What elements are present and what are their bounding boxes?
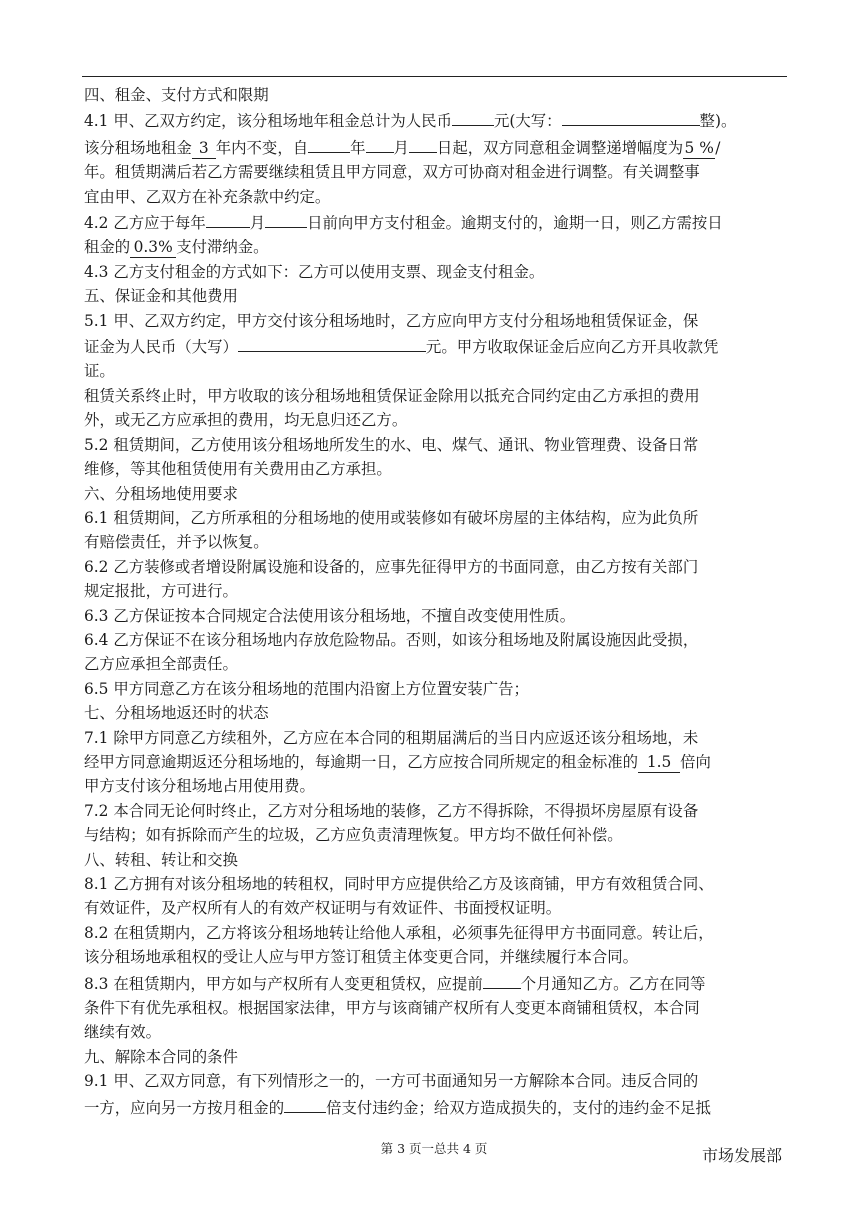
clause-7-2-line-2: 与结构；如有拆除而产生的垃圾，乙方应负责清理恢复。甲方均不做任何补偿。 xyxy=(84,826,623,845)
start-year-blank[interactable] xyxy=(308,134,350,153)
penalty-multiplier-blank[interactable] xyxy=(284,1094,326,1113)
clause-7-1-line-2: 经甲方同意逾期返还分租场地的，每逾期一日，乙方应按合同所规定的租金标准的 1.5 倍向 xyxy=(84,752,711,771)
clause-6-4-line-1: 6.4 乙方保证不在该分租场地内存放危险物品。否则，如该分租场地及附属设施因此受损， xyxy=(84,630,699,649)
rent-amount-blank[interactable] xyxy=(452,107,494,126)
clause-8-3-line-3: 继续有效。 xyxy=(84,1023,161,1042)
deposit-amount-blank[interactable] xyxy=(238,333,426,352)
clause-4-1-line-2: 该分租场地租金 3 年内不变，自 年 月 日起，双方同意租金调整递增幅度为5 %/ xyxy=(84,134,787,160)
notice-months-blank[interactable] xyxy=(483,970,521,989)
clause-6-4-line-2: 乙方应承担全部责任。 xyxy=(84,655,238,674)
clause-5-1-line-5: 外，或无乙方应承担的费用，均无息归还乙方。 xyxy=(84,411,408,430)
clause-4-1-line-3: 年。租赁期满后若乙方需要继续租赁且甲方同意，双方可协商对租金进行调整。有关调整事 xyxy=(84,163,700,182)
header-rule xyxy=(82,76,787,77)
clause-6-2-line-1: 6.2 乙方装修或者增设附属设施和设备的，应事先征得甲方的书面同意，由乙方按有关部门 xyxy=(84,557,699,576)
clause-8-1-line-1: 8.1 乙方拥有对该分租场地的转租权，同时甲方应提供给乙方及该商铺，甲方有效租赁合同、 xyxy=(84,875,714,893)
department-label: 市场发展部 xyxy=(701,1146,782,1165)
clause-4-2-line-1: 4.2 乙方应于每年 月 日前向甲方支付租金。逾期支付的，逾期一日，则乙方需按日 xyxy=(84,209,787,235)
clause-4-3: 4.3 乙方支付租金的方式如下：乙方可以使用支票、现金支付租金。 xyxy=(84,262,545,281)
contract-body xyxy=(84,83,787,1120)
increase-rate[interactable]: 5 % xyxy=(684,138,714,157)
clause-6-2-line-2: 规定报批，方可进行。 xyxy=(84,582,238,601)
clause-5-1-line-4: 租赁关系终止时，甲方收取的该分租场地租赁保证金除用以抵充合同约定由乙方承担的费用 xyxy=(84,386,700,405)
pay-day-blank[interactable] xyxy=(265,209,307,228)
clause-6-1-line-2: 有赔偿责任，并予以恢复。 xyxy=(84,533,269,552)
clause-6-5: 6.5 甲方同意乙方在该分租场地的范围内沿窗上方位置安装广告； xyxy=(84,679,529,698)
section-heading-8: 八、转租、转让和交换 xyxy=(84,850,238,869)
rent-fixed-years[interactable]: 3 xyxy=(192,140,216,159)
section-heading-4: 四、租金、支付方式和限期 xyxy=(84,86,269,104)
clause-5-2-line-2: 维修，等其他租赁使用有关费用由乙方承担。 xyxy=(84,460,392,479)
pay-month-blank[interactable] xyxy=(206,209,250,228)
clause-8-1-line-2: 有效证件，及产权所有人的有效产权证明与有效证件、书面授权证明。 xyxy=(84,899,562,918)
clause-9-1-line-2: 一方，应向另一方按月租金的 倍支付违约金；给双方造成损失的，支付的违约金不足抵 xyxy=(84,1094,787,1120)
clause-6-1-line-1: 6.1 租赁期间，乙方所承租的分租场地的使用或装修如有破坏房屋的主体结构，应为此负所 xyxy=(84,508,699,527)
clause-8-2-line-1: 8.2 在租赁期内，乙方将该分租场地转让给他人承租，必须事先征得甲方书面同意。转让后， xyxy=(84,923,714,942)
section-heading-5: 五、保证金和其他费用 xyxy=(84,287,238,306)
section-heading-9: 九、解除本合同的条件 xyxy=(84,1047,238,1066)
rent-amount-words-blank[interactable] xyxy=(562,107,700,126)
clause-5-1-line-1: 5.1 甲、乙双方约定，甲方交付该分租场地时，乙方应向甲方支付分租场地租赁保证金，保 xyxy=(84,311,699,330)
clause-8-3-line-1: 8.3 在租赁期内，甲方如与产权所有人变更租赁权，应提前 个月通知乙方。乙方在同等 xyxy=(84,970,787,996)
clause-6-3: 6.3 乙方保证按本合同规定合法使用该分租场地，不擅自改变使用性质。 xyxy=(84,606,576,625)
clause-4-1-line-4: 宜由甲、乙双方在补充条款中约定。 xyxy=(84,187,331,206)
clause-5-2-line-1: 5.2 租赁期间，乙方使用该分租场地所发生的水、电、煤气、通讯、物业管理费、设备日常 xyxy=(84,435,699,454)
section-heading-6: 六、分租场地使用要求 xyxy=(84,484,238,503)
clause-7-2-line-1: 7.2 本合同无论何时终止，乙方对分租场地的装修，乙方不得拆除，不得损坏房屋原有设备 xyxy=(84,801,699,820)
clause-8-3-line-2: 条件下有优先承租权。根据国家法律，甲方与该商铺产权所有人变更本商铺租赁权，本合同 xyxy=(84,999,700,1018)
clause-4-1-line-1: 4.1 甲、乙双方约定，该分租场地年租金总计为人民币 元(大写： 整)。 xyxy=(84,107,787,133)
clause-9-1-line-1: 9.1 甲、乙双方同意，有下列情形之一的，一方可书面通知另一方解除本合同。违反合同的 xyxy=(84,1072,699,1091)
clause-7-1-line-1: 7.1 除甲方同意乙方续租外，乙方应在本合同的租期届满后的当日内应返还该分租场地，未 xyxy=(84,728,699,747)
start-day-blank[interactable] xyxy=(409,134,437,153)
clause-5-1-line-2: 证金为人民币（大写） 元。甲方收取保证金后应向乙方开具收款凭 xyxy=(84,333,787,359)
clause-7-1-line-3: 甲方支付该分租场地占用使用费。 xyxy=(84,777,315,796)
section-heading-7: 七、分租场地返还时的状态 xyxy=(84,704,269,723)
clause-8-2-line-2: 该分租场地承租权的受让人应与甲方签订租赁主体变更合同，并继续履行本合同。 xyxy=(84,948,639,967)
late-fee-rate[interactable]: 0.3% xyxy=(130,239,176,258)
occupancy-fee-multiplier[interactable]: 1.5 xyxy=(638,754,680,773)
clause-5-1-line-3: 证。 xyxy=(84,362,115,381)
page-number: 第 3 页一总共 4 页 xyxy=(380,1141,488,1156)
start-month-blank[interactable] xyxy=(366,134,394,153)
clause-4-2-line-2: 租金的 0.3% 支付滞纳金。 xyxy=(84,238,269,257)
